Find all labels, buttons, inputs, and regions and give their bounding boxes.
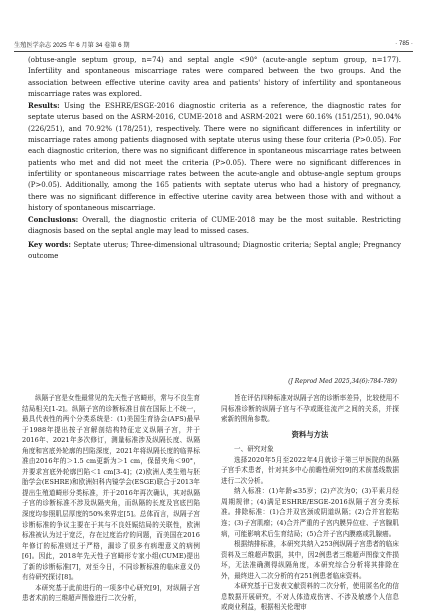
english-abstract <box>28 55 401 262</box>
running-header <box>14 40 413 52</box>
keywords-paragraph <box>28 239 401 263</box>
results-text: Using the ESHRE/ESGE-2016 diagnostic criteria as a reference, the diagnostic rates for septate uterus based on the ASRM-2016, CUME-2018 and ASRM-2021 were 60.16% (151/251), 90.04% (226/251), and 70.92% (178/251), respectively. There were no significant differences in infertility or miscarriage rates among patients diagnosed with septate uterus using these four criteria (P>0.05). For each diagnostic criterion, there was no significant difference in spontaneous miscarriage rates between patients who met and did not meet the criteria (P>0.05). There were no significant differences in infertility or spontaneous miscarriage rates between the acute-angle and obtuse-angle septum groups (P>0.05). Additionally, among the 165 patients with septate uterus who had a history of pregnancy, there was no significant difference in effective uterine cavity area between those with and without a history of spontaneous miscarriage. <box>28 102 401 212</box>
conclusions-label: Conclusions: <box>28 215 79 225</box>
citation: (J Reprod Med 2025,34(6):784-789) <box>288 378 397 385</box>
section-heading: 资料与方法 <box>291 429 329 439</box>
conclusions-paragraph <box>28 214 401 238</box>
intro-paragraph: 旨在评估四种标准对纵隔子宫的诊断率差异，比较使用不同标准诊断的纵隔子宫与不孕或既往流产之间的关系，并探索新的围角参数。 <box>221 394 399 424</box>
subsection-heading: 一、研究对象 <box>234 445 274 454</box>
intro-paragraph: 本研究基于此前进行的一项多中心研究[9]，对纵隔子宫患者术前的三维超声图像进行二次分析， <box>22 583 200 603</box>
journal-issue: 生殖医学杂志 2025 年 6 月第 34 卷第 6 期 <box>14 42 130 49</box>
methods-paragraph: 纳入标准：(1)年龄≤35岁；(2)产次为0；(3)平素月经周期规律；(4)满足ESHRE/ESGE-2016纵隔子宫分类标准。排除标准：(1)合并双宫颈或阴道纵隔；(2)合并宫腔粘连；(3)子宫肌瘤；(4)合并严重的子宫内膜异位症、子宫腺肌病，可能影响术后生育结局；(5)合并子宫内膜癌或乳腺癌。 <box>221 487 399 538</box>
keywords-text: Septate uterus; Three-dimensional ultrasound; Diagnostic criteria; Septal angle; Pregnancy outcome <box>28 240 401 261</box>
methods-tail: (obtuse-angle septum group, n=74) and septal angle <90° (acute-angle septum group, n=177). Infertility and spontaneous miscarriage rates were compared between the two groups. And the association between effective uterine cavity area and patients' history of infertility and spontaneous miscarriage rates was explored. <box>28 56 401 98</box>
conclusions-text: Overall, the diagnostic criteria of CUME-2018 may be the most suitable. Restricting diagnosis based on the septal angle may lead to missed cases. <box>28 216 401 236</box>
results-label: Results: <box>28 101 60 111</box>
keywords-label: Key words: <box>28 239 71 249</box>
page-number: · 785 · <box>395 40 413 47</box>
results-paragraph <box>28 100 401 214</box>
methods-paragraph: 本研究基于已发表文献资料的二次分析，使用匿名化的信息数据开展研究，不对人体造成伤害、不涉及敏感个人信息或商业利益，根据相关伦理审 <box>221 582 399 612</box>
methods-paragraph: 选择2020年5月至2022年4月就诊于第三甲医院的纵隔子宫手术患者，针对其多中心前瞻性研究[9]的术前基线数据进行二次分析。 <box>221 455 399 485</box>
methods-paragraph: 根据纳排标准，本研究共纳入253例纵隔子宫患者的临床资料及三维超声数据，其中，因2例患者三维超声图像文件损坏，无法准确测得纵隔角度，本研究综合分析将其排除在外，最终进入二次分析的有251例患者临床资料。 <box>221 540 399 580</box>
intro-paragraph: 纵隔子宫是女性最常见的先天性子宫畸形，常与不良生育结局相关[1-2]。纵隔子宫的诊断标准目前在国际上不统一，最具代表性的两个分类系统是：(1)美国生育协会(AFS)最早于1988年提出按子宫解剖结构特征定义纵隔子宫，并于2016年、2021年多次修订，测量标准涉及纵隔长度、纵隔角度和宫底外轮廓的凹陷深度，2021年将纵隔长度的临界标准由2016年的＞1.5 cm更新为＞1 cm，保留夹角＜90°，并要求宫底外轮廓凹陷＜1 cm[3-4]；(2)欧洲人类生殖与胚胎学会(ESHRE)和欧洲妇科内镜学会(ESGE)联合于2013年提出生殖道畸形分类标准，并于2016年再次确认，其对纵隔子宫的诊断标准不涉及纵隔夹角，而纵隔的长度及宫底凹陷深度均参照肌层厚度的50%来界定[5]。总体而言，纵隔子宫诊断标准的争议主要在于其与不良妊娠结局的关联性，欧洲标准被认为过于宽泛，存在过度治疗的问题，而美国在2016年修订的标准则过于严格，漏诊了很多有病理意义的病例[6]。因此，2018年先天性子宫畸形专家小组(CUME)提出了新的诊断标准[7]，对至今日，不同诊断标准的临床意义仍有待研究探讨[8]。 <box>22 394 200 582</box>
body-column-left <box>22 393 200 604</box>
